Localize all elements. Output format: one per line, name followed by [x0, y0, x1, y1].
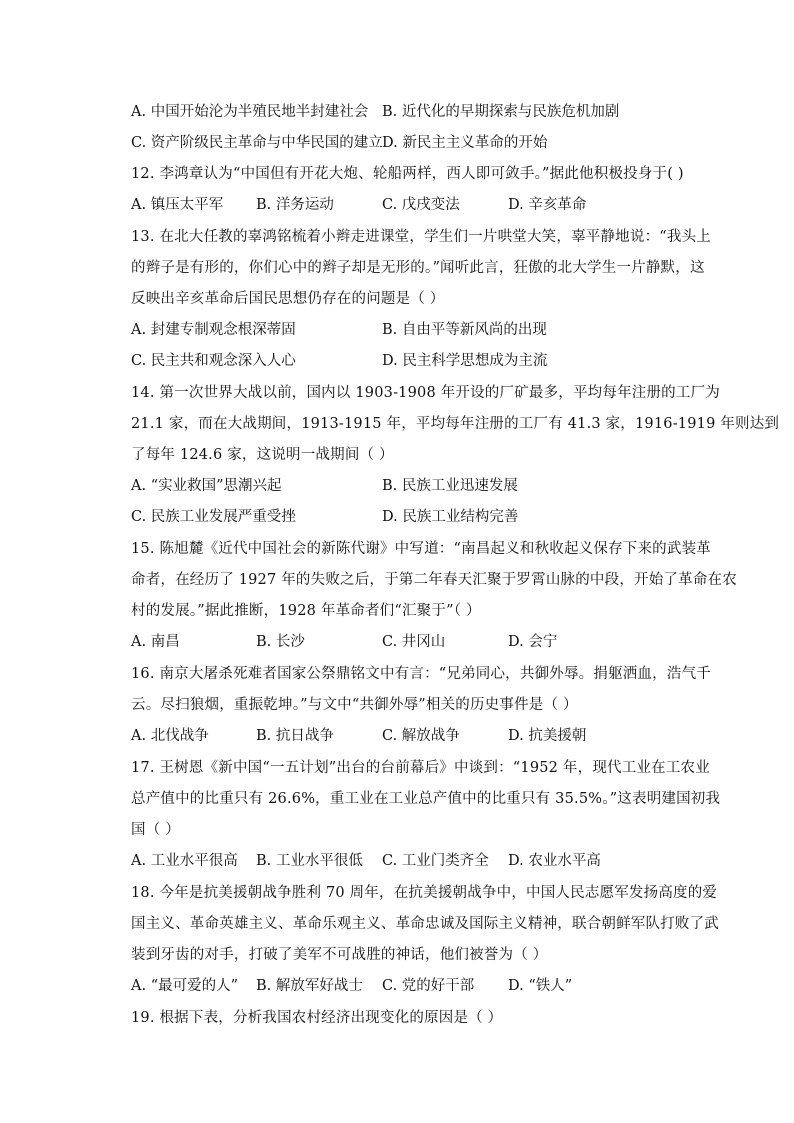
q18-option-c: C. 党的好干部 — [382, 978, 475, 994]
q17-option-d: D. 农业水平高 — [508, 853, 601, 869]
q12-option-d: D. 辛亥革命 — [508, 197, 587, 213]
q14-option-d: D. 民族工业结构完善 — [382, 509, 519, 525]
q17-option-c: C. 工业门类齐全 — [382, 853, 489, 869]
q15-stem-line3: 村的发展。”据此推断，1928 年革命者们“汇聚于”（ ） — [131, 603, 481, 619]
q12-option-c: C. 戊戌变法 — [382, 197, 460, 213]
q18-stem-line2: 国主义、革命英雄主义、革命乐观主义、革命忠诚及国际主义精神，联合朝鲜军队打败了武 — [131, 916, 719, 932]
q15-stem-line1: 15. 陈旭麓《近代中国社会的新陈代谢》中写道：“南昌起义和秋收起义保存下来的武装革 — [131, 541, 711, 557]
q16-option-b: B. 抗日战争 — [256, 728, 334, 744]
q16-stem-line1: 16. 南京大屠杀死难者国家公祭鼎铭文中有言：“兄弟同心，共御外辱。捐躯洒血，浩气千 — [131, 666, 711, 682]
q18-option-b: B. 解放军好战士 — [256, 978, 363, 994]
q15-option-b: B. 长沙 — [256, 634, 305, 650]
q18-stem-line3: 装到牙齿的对手，打破了美军不可战胜的神话，他们被誉为（ ） — [131, 947, 548, 963]
q16-option-d: D. 抗美援朝 — [508, 728, 587, 744]
q13-option-a: A. 封建专制观念根深蒂固 — [131, 322, 296, 338]
q14-stem-line2: 21.1 家，而在大战期间，1913-1915 年，平均每年注册的工厂有 41.3 家，1916-1919 年则达到 — [131, 416, 780, 432]
q12-option-b: B. 洋务运动 — [256, 197, 334, 213]
q14-option-a: A. “实业救国”思潮兴起 — [131, 478, 282, 494]
q17-stem-line2: 总产值中的比重只有 26.6%，重工业在工业总产值中的比重只有 35.5%。”这表明建国初我 — [131, 791, 721, 807]
q17-stem-line3: 国（ ） — [131, 822, 180, 838]
q19-stem: 19. 根据下表，分析我国农村经济出现变化的原因是（ ） — [131, 1010, 503, 1026]
q13-option-d: D. 民主科学思想成为主流 — [382, 353, 548, 369]
q14-option-c: C. 民族工业发展严重受挫 — [131, 509, 296, 525]
q11-option-a: A. 中国开始沦为半殖民地半封建社会 — [131, 104, 369, 120]
q12-stem: 12. 李鸿章认为“中国但有开花大炮、轮船两样，西人即可敛手。”据此他积极投身于( ) — [131, 166, 684, 182]
q13-option-b: B. 自由平等新风尚的出现 — [382, 322, 547, 338]
q15-option-d: D. 会宁 — [508, 634, 558, 650]
q18-stem-line1: 18. 今年是抗美援朝战争胜利 70 周年，在抗美援朝战争中，中国人民志愿军发扬高度的爱 — [131, 885, 718, 901]
q12-option-a: A. 镇压太平军 — [131, 197, 224, 213]
q17-option-a: A. 工业水平很高 — [131, 853, 238, 869]
q16-option-a: A. 北伐战争 — [131, 728, 209, 744]
q18-option-a: A. “最可爱的人” — [131, 978, 239, 994]
q13-stem-line1: 13. 在北大任教的辜鸿铭梳着小辫走进课堂，学生们一片哄堂大笑，辜平静地说：“我头上 — [131, 229, 711, 245]
q14-stem-line3: 了每年 124.6 家，这说明一战期间（ ） — [131, 447, 394, 463]
q17-option-b: B. 工业水平很低 — [256, 853, 363, 869]
q14-stem-line1: 14. 第一次世界大战以前，国内以 1903-1908 年开设的厂矿最多，平均每年注册的工厂为 — [131, 385, 720, 401]
q17-stem-line1: 17. 王树恩《新中国“一五计划”出台的台前幕后》中谈到：“1952 年，现代工业在工农业 — [131, 760, 710, 776]
q14-option-b: B. 民族工业迅速发展 — [382, 478, 518, 494]
q11-option-c: C. 资产阶级民主革命与中华民国的建立 — [131, 135, 383, 151]
q13-option-c: C. 民主共和观念深入人心 — [131, 353, 296, 369]
q13-stem-line3: 反映出辛亥革命后国民思想仍存在的问题是（ ） — [131, 291, 445, 307]
q15-option-a: A. 南昌 — [131, 634, 180, 650]
q18-option-d: D. “铁人” — [508, 978, 573, 994]
q13-stem-line2: 的辫子是有形的，你们心中的辫子却是无形的。”闻听此言，狂傲的北大学生一片静默，这 — [131, 260, 705, 276]
q15-stem-line2: 命者，在经历了 1927 年的失败之后，于第二年春天汇聚于罗霄山脉的中段，开始了革命在农 — [131, 572, 737, 588]
q11-option-b: B. 近代化的早期探索与民族危机加剧 — [382, 104, 620, 120]
q16-option-c: C. 解放战争 — [382, 728, 460, 744]
q11-option-d: D. 新民主主义革命的开始 — [382, 135, 548, 151]
q15-option-c: C. 井冈山 — [382, 634, 446, 650]
q16-stem-line2: 云。尽扫狼烟，重振乾坤。”与文中“共御外辱”相关的历史事件是（ ） — [131, 697, 578, 713]
